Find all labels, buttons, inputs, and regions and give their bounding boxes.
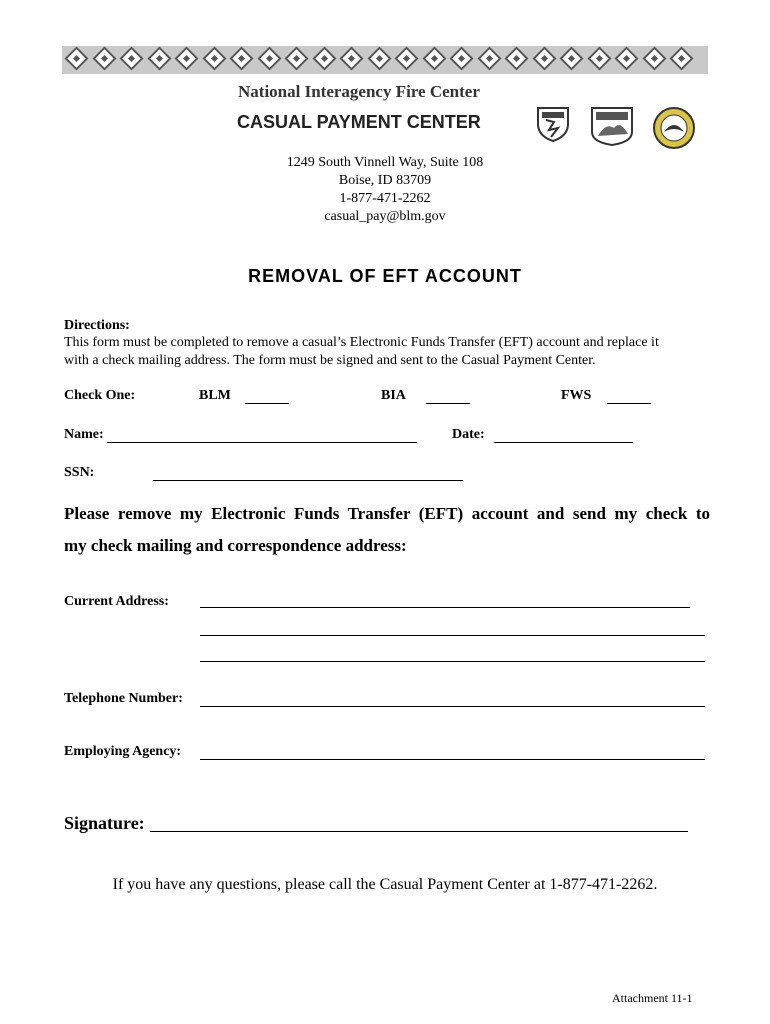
diamond-ornament xyxy=(147,46,171,70)
option-bia-label: BIA xyxy=(381,388,406,403)
diamond-ornament xyxy=(284,46,308,70)
diamond-ornament xyxy=(92,46,116,70)
diamond-ornament xyxy=(312,46,336,70)
option-blm-label: BLM xyxy=(199,388,231,403)
address-line-2: Boise, ID 83709 xyxy=(338,173,432,188)
option-fws-label: FWS xyxy=(561,388,592,403)
telephone-label: Telephone Number: xyxy=(64,691,183,706)
diamond-ornament xyxy=(422,46,446,70)
questions-note: If you have any questions, please call the Casual Payment Center at 1-877-471-2262. xyxy=(112,876,658,893)
address-email: casual_pay@blm.gov xyxy=(324,209,446,224)
diamond-ornament xyxy=(64,46,88,70)
header-banner xyxy=(62,46,708,146)
current-address-label: Current Address: xyxy=(64,594,169,609)
diamond-ornament xyxy=(257,46,281,70)
decorative-diamond-strip xyxy=(62,46,708,74)
telephone-field[interactable] xyxy=(200,706,705,707)
diamond-ornament xyxy=(477,46,501,70)
address-phone: 1-877-471-2262 xyxy=(339,191,431,206)
blm-shield-icon xyxy=(536,106,570,142)
attachment-label: Attachment 11-1 xyxy=(612,991,693,1005)
diamond-ornament xyxy=(587,46,611,70)
directions-label: Directions: xyxy=(64,318,130,333)
fws-check-field[interactable] xyxy=(607,403,651,404)
diamond-ornament xyxy=(532,46,556,70)
employing-agency-field[interactable] xyxy=(200,759,705,760)
diamond-ornament xyxy=(642,46,666,70)
diamond-ornament xyxy=(174,46,198,70)
date-label: Date: xyxy=(452,427,485,442)
signature-field[interactable] xyxy=(150,831,688,832)
diamond-ornament xyxy=(367,46,391,70)
statement-line-1: Please remove my Electronic Funds Transfer (EFT) account and send my check to xyxy=(64,504,710,523)
directions-line-1: This form must be completed to remove a casual’s Electronic Funds Transfer (EFT) account and replace it xyxy=(64,335,659,350)
diamond-ornament xyxy=(504,46,528,70)
diamond-ornament xyxy=(119,46,143,70)
current-address-field-3[interactable] xyxy=(200,661,705,662)
address-line-1: 1249 South Vinnell Way, Suite 108 xyxy=(286,155,484,170)
signature-label: Signature: xyxy=(64,813,145,833)
directions-line-2: with a check mailing address. The form must be signed and sent to the Casual Payment Center. xyxy=(64,353,596,368)
diamond-ornament xyxy=(614,46,638,70)
center-name: CASUAL PAYMENT CENTER xyxy=(237,112,481,132)
fws-emblem-icon xyxy=(590,106,634,146)
ssn-label: SSN: xyxy=(64,465,95,480)
check-one-label: Check One: xyxy=(64,388,136,403)
diamond-ornament xyxy=(669,46,693,70)
statement-line-2: my check mailing and correspondence address: xyxy=(64,536,407,555)
diamond-ornament xyxy=(449,46,473,70)
org-name: National Interagency Fire Center xyxy=(238,82,480,101)
diamond-ornament xyxy=(202,46,226,70)
ssn-field[interactable] xyxy=(153,480,463,481)
date-field[interactable] xyxy=(494,442,633,443)
employing-agency-label: Employing Agency: xyxy=(64,744,182,759)
bia-seal-icon xyxy=(652,106,696,150)
name-label: Name: xyxy=(64,427,104,442)
diamond-ornament xyxy=(394,46,418,70)
diamond-ornament xyxy=(229,46,253,70)
current-address-field-1[interactable] xyxy=(200,607,690,608)
blm-check-field[interactable] xyxy=(245,403,289,404)
name-field[interactable] xyxy=(107,442,417,443)
bia-check-field[interactable] xyxy=(426,403,470,404)
diamond-ornament xyxy=(339,46,363,70)
form-title: REMOVAL OF EFT ACCOUNT xyxy=(248,266,522,286)
current-address-field-2[interactable] xyxy=(200,635,705,636)
diamond-ornament xyxy=(559,46,583,70)
